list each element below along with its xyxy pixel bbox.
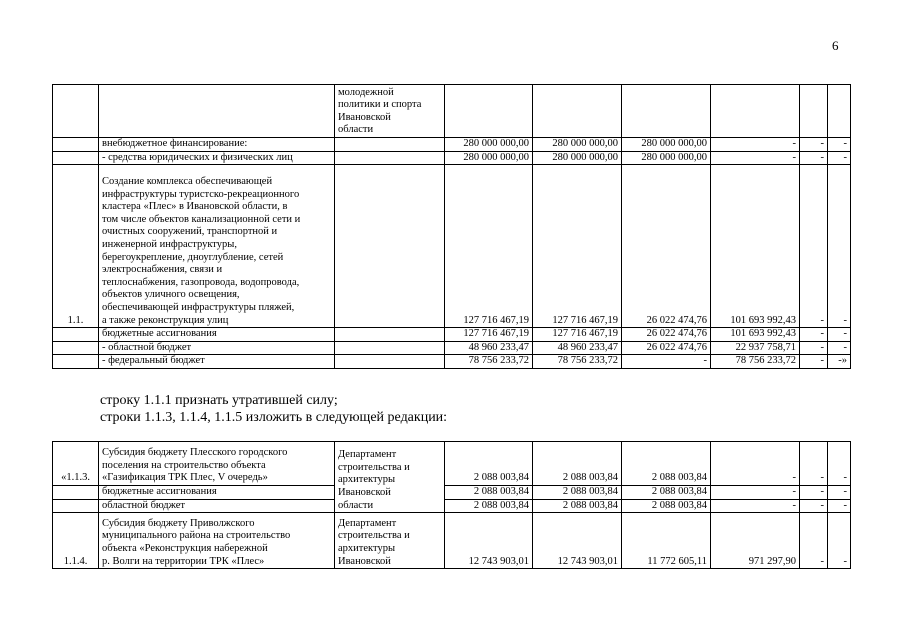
value-cell: 48 960 233,47 [533, 341, 622, 355]
item-name-line: инженерной инфраструктуры, [102, 239, 237, 251]
row-name: областной бюджет [99, 499, 335, 513]
table-row [53, 138, 851, 152]
row-name: - средства юридических и физических лиц [99, 151, 335, 165]
row-name: - областной бюджет [99, 341, 335, 355]
value-cell: 280 000 000,00 [445, 151, 533, 165]
value-cell: 48 960 233,47 [445, 341, 533, 355]
value-cell: 2 088 003,84 [622, 442, 711, 486]
value-cell: - [800, 341, 828, 355]
row-name: бюджетные ассигнования [99, 328, 335, 342]
table-row [53, 85, 851, 138]
table-row [53, 442, 851, 486]
item-name-line: а также реконструкция улиц [102, 314, 229, 326]
financing-table-2 [52, 441, 851, 569]
value-cell: - [828, 138, 851, 152]
dept-line: области [338, 124, 374, 136]
item-name-line: электроснабжения, связи и [102, 264, 223, 276]
item-code: «1.1.3. [53, 442, 99, 486]
value-cell: - [800, 328, 828, 342]
item-code: 1.1.4. [53, 513, 99, 569]
value-cell: 101 693 992,43 [711, 328, 800, 342]
item-name-line: Субсидия бюджету Приволжского [102, 517, 255, 529]
item-name [99, 442, 335, 486]
item-name [99, 165, 335, 328]
value-cell: 78 756 233,72 [445, 355, 533, 369]
dept-line: строительства и [338, 530, 410, 542]
item-name-line: р. Волги на территории ТРК «Плес» [102, 555, 265, 567]
value-cell: - [800, 486, 828, 500]
value-cell: - [711, 138, 800, 152]
item-name-line: объектов уличного освещения, [102, 289, 240, 301]
value-cell: - [711, 499, 800, 513]
row-name: внебюджетное финансирование: [99, 138, 335, 152]
value-cell: 2 088 003,84 [445, 499, 533, 513]
value-cell: - [800, 151, 828, 165]
value-cell: 12 743 903,01 [533, 513, 622, 569]
value-cell: 2 088 003,84 [533, 442, 622, 486]
value-cell: - [711, 151, 800, 165]
item-name-line: том числе объектов канализационной сети и [102, 213, 301, 225]
value-cell: - [800, 355, 828, 369]
row-name: бюджетные ассигнования [99, 486, 335, 500]
value-cell: 101 693 992,43 [711, 165, 800, 328]
table-row [53, 355, 851, 369]
dept-line: молодежной [338, 86, 394, 98]
value-cell: 127 716 467,19 [533, 328, 622, 342]
value-cell: 78 756 233,72 [711, 355, 800, 369]
department-cell [335, 442, 445, 513]
item-name-line: обеспечивающей инфраструктуры пляжей, [102, 302, 295, 313]
value-cell: 2 088 003,84 [622, 499, 711, 513]
value-cell: 26 022 474,76 [622, 341, 711, 355]
table-row [53, 151, 851, 165]
dept-line: Ивановской [338, 111, 391, 123]
department-cell [335, 513, 445, 569]
value-cell: - [800, 165, 828, 328]
row-name: - федеральный бюджет [99, 355, 335, 369]
value-cell: 280 000 000,00 [533, 138, 622, 152]
value-cell: - [800, 442, 828, 486]
financing-table-1 [52, 84, 851, 369]
value-cell: 971 297,90 [711, 513, 800, 569]
value-cell: - [800, 499, 828, 513]
value-cell: 78 756 233,72 [533, 355, 622, 369]
value-cell: - [828, 165, 851, 328]
value-cell: - [828, 328, 851, 342]
value-cell: - [711, 486, 800, 500]
table-row [53, 486, 851, 500]
value-cell: 2 088 003,84 [533, 486, 622, 500]
value-cell: 127 716 467,19 [445, 328, 533, 342]
dept-line: политики и спорта [338, 99, 422, 111]
value-cell: - [828, 499, 851, 513]
item-name-line: муниципального района на строительство [102, 530, 291, 542]
value-cell: 12 743 903,01 [445, 513, 533, 569]
value-cell: - [828, 341, 851, 355]
dept-line: Ивановской [338, 487, 391, 498]
item-name-line: очистных сооружений, транспортной и [102, 226, 278, 238]
department-cell [335, 85, 445, 138]
item-name-line: Субсидия бюджету Плесского городского [102, 447, 288, 459]
value-cell: 22 937 758,71 [711, 341, 800, 355]
value-cell: - [800, 513, 828, 569]
value-cell: - [828, 151, 851, 165]
value-cell: 280 000 000,00 [622, 138, 711, 152]
item-name [99, 513, 335, 569]
item-name-line: поселения на строительство объекта [102, 459, 266, 471]
value-cell: - [828, 513, 851, 569]
item-name-line: объекта «Реконструкция набережной [102, 543, 268, 554]
value-cell: 127 716 467,19 [445, 165, 533, 328]
value-cell: 2 088 003,84 [445, 486, 533, 500]
value-cell: 280 000 000,00 [622, 151, 711, 165]
dept-line: архитектуры [338, 474, 395, 486]
dept-line: Департамент [338, 517, 397, 529]
value-cell: 2 088 003,84 [533, 499, 622, 513]
value-cell: - [828, 442, 851, 486]
item-name-line: инфраструктуры туристско-рекреационного [102, 188, 300, 200]
value-cell: 280 000 000,00 [445, 138, 533, 152]
item-name-line: теплоснабжения, газопровода, водопровода, [102, 276, 300, 288]
value-cell: - [828, 486, 851, 500]
value-cell: - [711, 442, 800, 486]
value-cell: 2 088 003,84 [445, 442, 533, 486]
amendment-line: строки 1.1.3, 1.1.4, 1.1.5 изложить в следующей редакции: [100, 410, 448, 425]
table-row [53, 499, 851, 513]
value-cell: 11 772 605,11 [622, 513, 711, 569]
dept-line: строительства и [338, 461, 410, 473]
table-row [53, 328, 851, 342]
item-name-line: «Газификация ТРК Плес, V очередь» [102, 472, 268, 484]
dept-line: Департамент [338, 449, 397, 461]
value-cell: -» [828, 355, 851, 369]
item-code: 1.1. [53, 165, 99, 328]
dept-line: архитектуры [338, 543, 395, 554]
table-row [53, 165, 851, 328]
dept-line: области [338, 499, 374, 511]
value-cell: 26 022 474,76 [622, 328, 711, 342]
value-cell: - [800, 138, 828, 152]
table-row [53, 341, 851, 355]
value-cell: 2 088 003,84 [622, 486, 711, 500]
amendment-line: строку 1.1.1 признать утратившей силу; [100, 393, 338, 408]
value-cell: 280 000 000,00 [533, 151, 622, 165]
dept-line: Ивановской [338, 555, 391, 567]
value-cell: - [622, 355, 711, 369]
item-name-line: Создание комплекса обеспечивающей [102, 176, 273, 188]
value-cell: 127 716 467,19 [533, 165, 622, 328]
amendment-text [100, 392, 447, 426]
value-cell: 26 022 474,76 [622, 165, 711, 328]
item-name-line: берегоукрепление, дноуглубление, сетей [102, 251, 284, 263]
page-number: 6 [832, 38, 839, 53]
item-name-line: кластера «Плес» в Ивановской области, в [102, 201, 288, 213]
table-row [53, 513, 851, 569]
